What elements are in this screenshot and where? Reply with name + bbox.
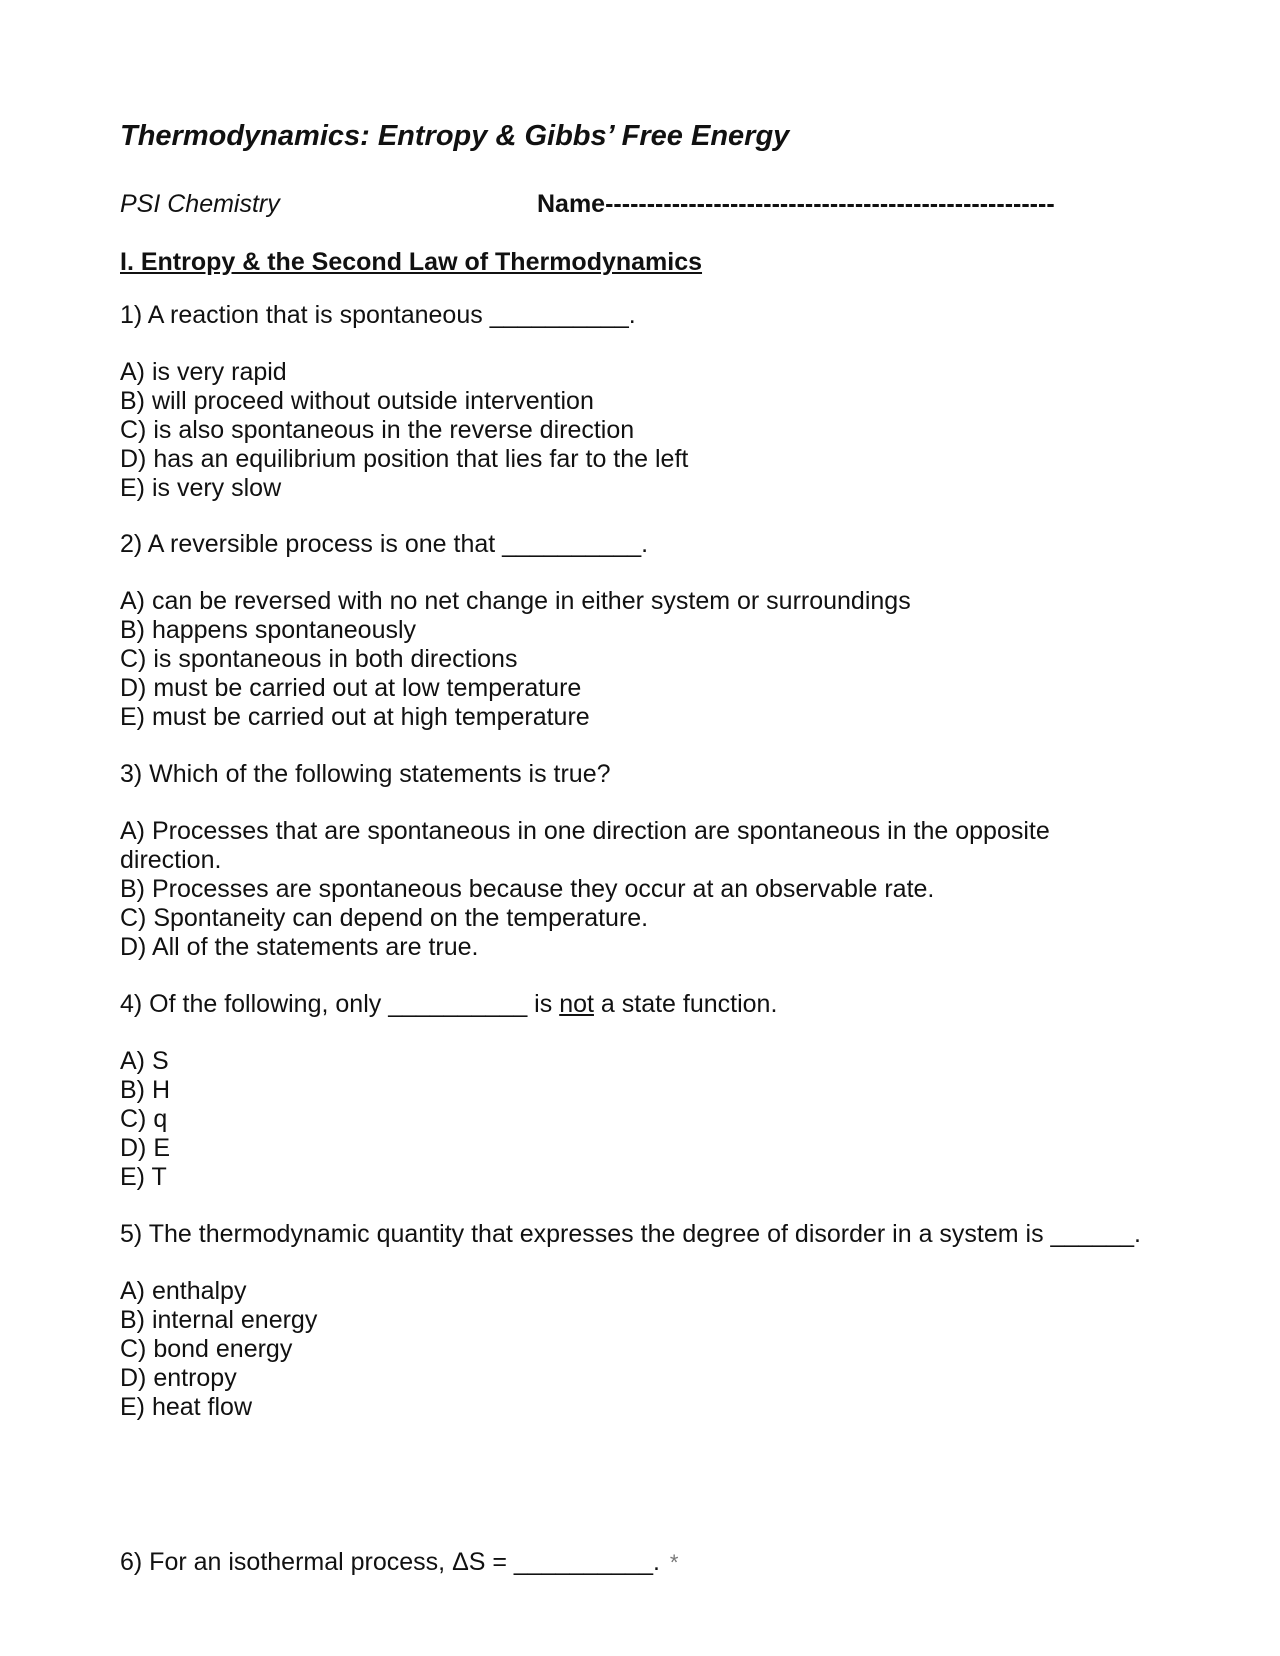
answer-option: B) H [120,1076,170,1104]
answer-option: C) is spontaneous in both directions [120,645,518,673]
answer-option: B) happens spontaneously [120,616,417,644]
answer-option: E) T [120,1163,167,1191]
question-text-end: a state function. [593,990,778,1018]
question-2 [120,530,911,732]
question-text: 2) A reversible process is one that __________. [120,530,649,558]
question-text: 1) A reaction that is spontaneous __________. [120,301,636,329]
answer-option: D) entropy [120,1364,237,1392]
section-heading: I. Entropy & the Second Law of Thermodynamics [120,248,703,276]
answer-option: B) will proceed without outside intervention [120,387,594,415]
question-text: 3) Which of the following statements is true? [120,760,611,788]
answer-option: C) bond energy [120,1335,293,1363]
question-5 [120,1220,1141,1422]
answer-options [120,1047,777,1192]
answer-options [120,817,1060,962]
answer-option: A) is very rapid [120,358,287,386]
answer-options [120,1277,1141,1422]
answer-option: B) Processes are spontaneous because they occur at an observable rate. [120,875,935,903]
question-3 [120,760,1060,962]
question-text-body: 6) For an isothermal process, ΔS = __________. [120,1548,660,1576]
answer-option: A) Processes that are spontaneous in one direction are spontaneous in the opposite direction. [120,817,1050,874]
answer-options [120,358,688,503]
answer-option: D) All of the statements are true. [120,933,479,961]
question-1 [120,301,688,503]
answer-option: B) internal energy [120,1306,318,1334]
question-text [120,990,777,1019]
answer-option: A) can be reversed with no net change in either system or surroundings [120,587,911,615]
name-field: Name------------------------------------------------------ [537,190,1055,218]
answer-option: D) has an equilibrium position that lies far to the left [120,445,689,473]
answer-options [120,587,911,732]
question-6 [120,1548,678,1605]
course-label: PSI Chemistry [120,190,280,218]
answer-option: C) Spontaneity can depend on the temperature. [120,904,649,932]
answer-option: D) E [120,1134,170,1162]
answer-option: D) must be carried out at low temperature [120,674,582,702]
answer-option: A) S [120,1047,169,1075]
question-text: 5) The thermodynamic quantity that expresses the degree of disorder in a system is ______. [120,1220,1141,1248]
answer-option: C) is also spontaneous in the reverse direction [120,416,635,444]
answer-option: C) q [120,1105,168,1133]
question-text [120,1548,678,1577]
asterisk-marker: * [669,1550,679,1575]
answer-option: E) must be carried out at high temperature [120,703,590,731]
question-text-start: 4) Of the following, only __________ is [120,990,560,1018]
question-4 [120,990,777,1192]
answer-option: E) heat flow [120,1393,253,1421]
answer-option: E) is very slow [120,474,282,502]
answer-option: A) enthalpy [120,1277,247,1305]
emphasis-not: not [559,990,594,1018]
document-title: Thermodynamics: Entropy & Gibbs’ Free Energy [120,120,790,152]
